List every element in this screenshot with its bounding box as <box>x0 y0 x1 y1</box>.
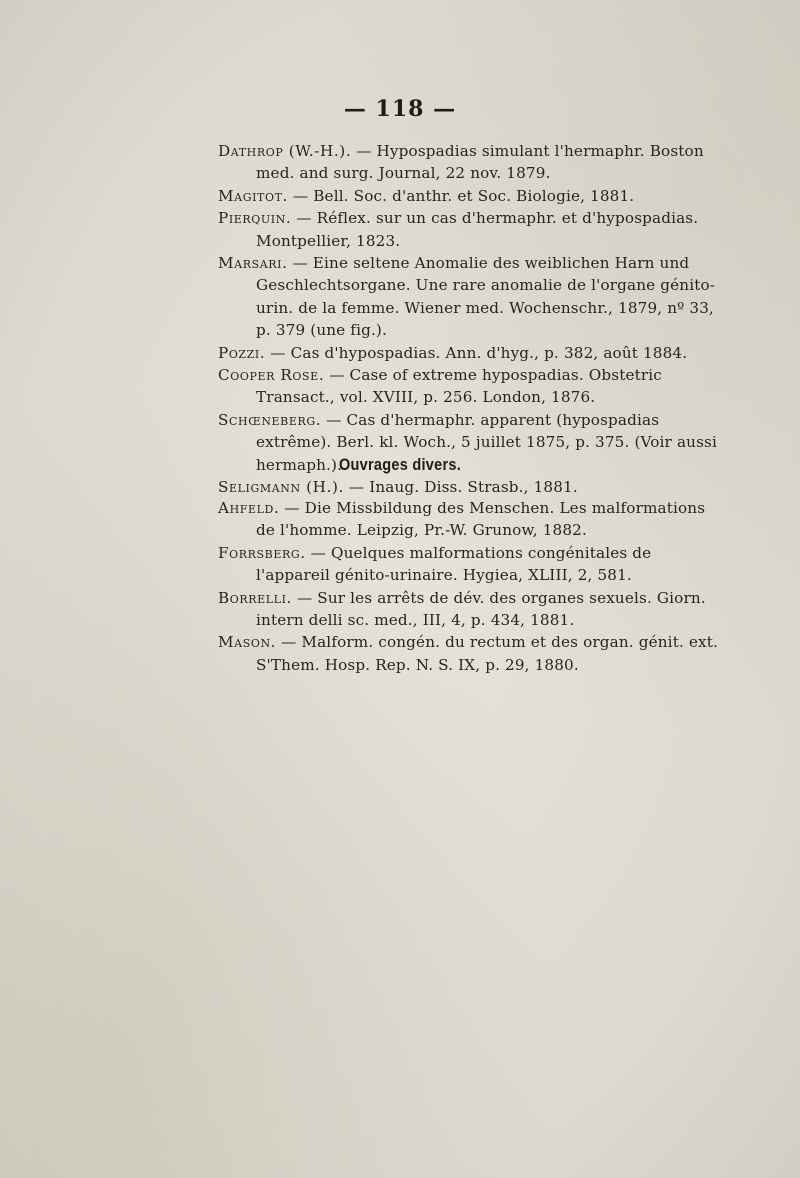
entry-author: Pierquin. <box>218 209 292 228</box>
entry-author: Seligmann (H.). <box>218 478 344 497</box>
bibliography-entry <box>218 207 718 252</box>
bibliography-list-misc <box>218 497 718 676</box>
entry-author: Forrsberg. <box>218 543 306 562</box>
entry-author: Ahfeld. <box>218 499 280 517</box>
entry-text: — Inaug. Diss. Strasb., 1881. <box>343 478 578 497</box>
entry-author: Borrelli. <box>218 588 292 607</box>
entry-text: — Cas d'hermaphr. apparent (hypospadias extrême). Berl. kl. Woch., 5 juillet 1875, p. 375. (Voir aussi hermaph.). <box>256 410 717 474</box>
entry-text: — Bell. Soc. d'anthr. et Soc. Biologie, 1881. <box>287 186 635 205</box>
entry-author: Schœneberg. <box>218 410 322 429</box>
entry-author: Dathrop (W.-H.). <box>218 142 352 160</box>
section-heading: Ouvrages divers. <box>338 456 462 474</box>
entry-text: — Die Missbildung des Menschen. Les malformations de l'homme. Leipzig, Pr.-W. Grunow, 1882. <box>256 499 706 540</box>
bibliography-entry <box>218 364 718 409</box>
bibliography-entry <box>218 631 718 676</box>
entry-text: — Eine seltene Anomalie des weiblichen Harn und Geschlechtsorgane. Une rare anomalie de l'organe génito-urin. de la femme. Wiener med. Wochenschr., 1879, nº 33, p. 379 (une fig.). <box>256 254 716 340</box>
entry-text: — Cas d'hypospadias. Ann. d'hyg., p. 382, août 1884. <box>265 343 688 362</box>
bibliography-list <box>218 140 718 499</box>
entry-author: Cooper Rose. <box>218 366 325 385</box>
bibliography-entry <box>218 497 718 542</box>
bibliography-entry <box>218 140 718 185</box>
entry-text: — Sur les arrêts de dév. des organes sexuels. Giorn. intern delli sc. med., III, 4, p. 434, 1881. <box>256 588 706 630</box>
entry-author: Marsari. <box>218 254 288 273</box>
bibliography-entry <box>218 587 718 632</box>
entry-author: Mason. <box>218 633 277 652</box>
entry-author: Pozzi. <box>218 343 266 362</box>
bibliography-entry <box>218 476 718 498</box>
bibliography-entry <box>218 185 718 207</box>
bibliography-entry <box>218 542 718 587</box>
entry-text: — Quelques malformations congénitales de l'appareil génito-urinaire. Hygiea, XLIII, 2, 581. <box>256 543 652 585</box>
entry-text: — Réflex. sur un cas d'hermaphr. et d'hypospadias. Montpellier, 1823. <box>256 209 699 250</box>
entry-text: — Malform. congén. du rectum et des organ. génit. ext. S'Them. Hosp. Rep. N. S. IX, p. 29, 1880. <box>256 633 718 674</box>
bibliography-entry <box>218 342 718 364</box>
entry-author: Magitot. <box>218 186 288 205</box>
page-number: — 118 — <box>343 96 457 122</box>
entry-text: — Hypospadias simulant l'hermaphr. Boston med. and surg. Journal, 22 nov. 1879. <box>256 142 704 183</box>
bibliography-entry <box>218 252 718 342</box>
entry-text: — Case of extreme hypospadias. Obstetric Transact., vol. XVIII, p. 256. London, 1876. <box>256 366 662 407</box>
